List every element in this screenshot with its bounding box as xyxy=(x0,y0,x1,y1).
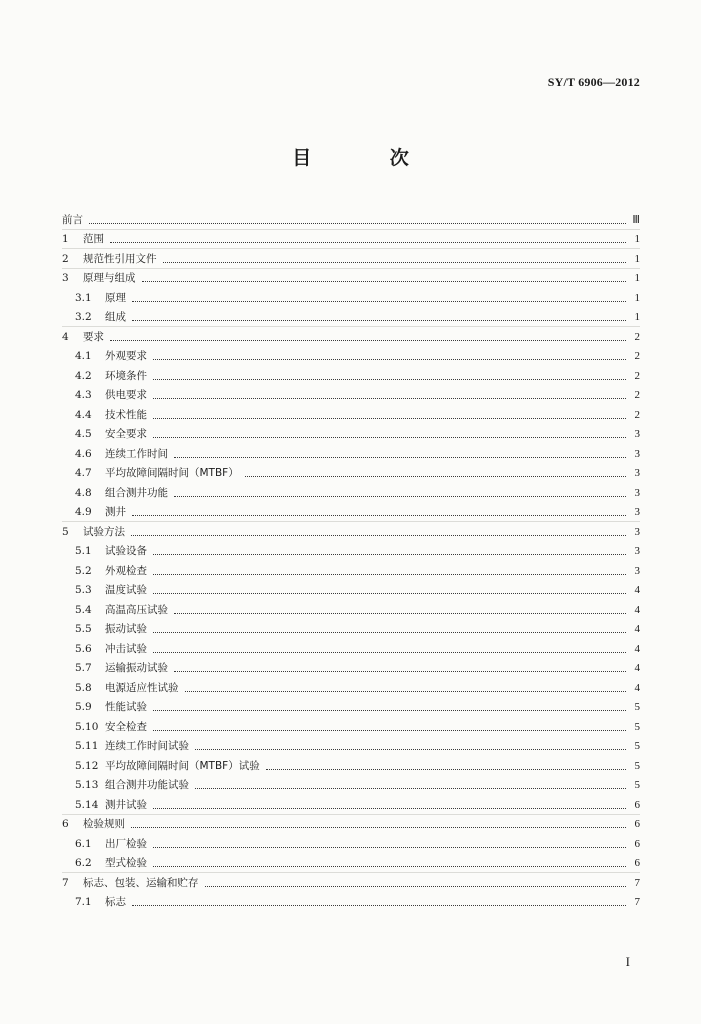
toc-entry-page: 4 xyxy=(634,623,640,635)
toc-entry-number: 4.4 xyxy=(75,408,92,421)
toc-entry-page: 4 xyxy=(634,642,640,655)
toc-entry-number: 5 xyxy=(62,525,69,538)
dot-leader xyxy=(132,904,626,906)
toc-entry[interactable] xyxy=(62,343,640,363)
toc-entry[interactable] xyxy=(62,245,640,265)
toc-entry-page: 6 xyxy=(634,818,640,830)
toc-entry-page: 6 xyxy=(634,837,640,850)
toc-entry-page: 1 xyxy=(634,252,640,265)
toc-entry-label: 安全要求 xyxy=(105,428,147,440)
toc-entry-label: 性能试验 xyxy=(105,701,147,713)
toc-entry-number: 5.11 xyxy=(75,740,99,752)
toc-entry[interactable] xyxy=(62,850,640,870)
toc-entry-label: 平均故障间隔时间（MTBF）试验 xyxy=(105,759,260,772)
toc-entry-page: 2 xyxy=(634,330,640,343)
toc-entry-page: Ⅲ xyxy=(632,213,640,226)
toc-entry-label: 安全检查 xyxy=(105,720,147,733)
toc-entry[interactable] xyxy=(62,596,640,616)
toc-entry-page: 5 xyxy=(634,779,640,791)
toc-entry-number: 5.14 xyxy=(75,798,99,811)
toc-entry-page: 4 xyxy=(634,681,640,694)
toc-entry-label: 组合测井功能试验 xyxy=(105,779,189,791)
toc-entry-number: 5.2 xyxy=(75,564,92,577)
dot-leader xyxy=(195,748,626,750)
toc-entry[interactable] xyxy=(62,538,640,558)
standard-code: SY/T 6906—2012 xyxy=(547,75,640,89)
dot-leader xyxy=(153,358,626,360)
toc-entry-page: 3 xyxy=(634,525,640,538)
dot-leader xyxy=(132,300,626,302)
toc-entry-number: 5.7 xyxy=(75,662,92,674)
page-number: I xyxy=(625,954,630,969)
toc-entry-number: 4.8 xyxy=(75,486,92,499)
toc-entry-page: 2 xyxy=(634,408,640,421)
toc-entry[interactable] xyxy=(62,889,640,909)
dot-leader xyxy=(153,436,626,438)
dot-leader xyxy=(132,514,626,516)
toc-entry[interactable] xyxy=(62,518,640,538)
toc-entry[interactable] xyxy=(62,713,640,733)
toc-entry-label: 原理与组成 xyxy=(83,272,136,284)
dot-leader xyxy=(132,319,626,321)
toc-entry-page: 4 xyxy=(634,603,640,616)
toc-entry-number: 1 xyxy=(62,233,69,245)
toc-entry-label: 试验方法 xyxy=(83,525,125,538)
toc-entry-number: 7.1 xyxy=(75,896,92,908)
toc-entry-number: 7 xyxy=(62,876,69,889)
dot-leader xyxy=(153,709,626,711)
toc-entry-number: 5.5 xyxy=(75,623,92,635)
toc-entry-number: 3.2 xyxy=(75,311,92,323)
toc-entry-page: 3 xyxy=(634,447,640,460)
toc-entry[interactable] xyxy=(62,772,640,792)
toc-entry-number: 4.2 xyxy=(75,369,92,382)
toc-entry-number: 4.7 xyxy=(75,467,92,479)
toc-entry[interactable] xyxy=(62,655,640,675)
toc-entry[interactable] xyxy=(62,382,640,402)
toc-entry[interactable] xyxy=(62,421,640,441)
toc-entry-label: 测井试验 xyxy=(105,798,147,811)
toc-entry-page: 4 xyxy=(634,584,640,596)
toc-entry-number: 3 xyxy=(62,272,69,284)
dot-leader xyxy=(153,417,626,419)
toc-entry-label: 试验设备 xyxy=(105,545,147,557)
toc-entry[interactable] xyxy=(62,791,640,811)
toc-entry-page: 6 xyxy=(634,857,640,869)
toc-entry-label: 电源适应性试验 xyxy=(105,681,179,694)
toc-entry[interactable] xyxy=(62,674,640,694)
toc-entry-page: 7 xyxy=(634,876,640,889)
dot-leader xyxy=(153,573,626,575)
toc-entry-label: 温度试验 xyxy=(105,584,147,596)
toc-entry-label: 连续工作时间 xyxy=(105,447,168,460)
toc-entry-page: 5 xyxy=(634,759,640,772)
toc-entry-label: 型式检验 xyxy=(105,857,147,869)
toc-entry[interactable] xyxy=(62,323,640,343)
toc-entry[interactable] xyxy=(62,752,640,772)
toc-entry-page: 1 xyxy=(634,233,640,245)
toc-entry-page: 5 xyxy=(634,740,640,752)
toc-entry-page: 3 xyxy=(634,486,640,499)
toc-entry[interactable] xyxy=(62,440,640,460)
toc-entry[interactable] xyxy=(62,304,640,324)
toc-entry-label: 规范性引用文件 xyxy=(83,252,157,265)
toc-entry-number: 5.10 xyxy=(75,720,99,733)
toc-entry[interactable] xyxy=(62,479,640,499)
dot-leader xyxy=(153,631,626,633)
toc-entry-label: 检验规则 xyxy=(83,818,125,830)
toc-entry[interactable] xyxy=(62,557,640,577)
toc-entry-label: 技术性能 xyxy=(105,408,147,421)
toc-entry[interactable] xyxy=(62,460,640,480)
dot-leader xyxy=(131,534,626,536)
toc-entry-number: 5.13 xyxy=(75,779,99,791)
toc-entry-page: 2 xyxy=(634,389,640,401)
toc-entry-page: 3 xyxy=(634,428,640,440)
dot-leader xyxy=(153,378,626,380)
dot-leader xyxy=(153,397,626,399)
toc-entry-page: 1 xyxy=(634,291,640,304)
toc-entry-page: 5 xyxy=(634,720,640,733)
toc-entry-number: 4.3 xyxy=(75,389,92,401)
dot-leader xyxy=(153,807,626,809)
toc-entry-number: 5.1 xyxy=(75,545,92,557)
toc-entry-label: 冲击试验 xyxy=(105,642,147,655)
toc-entry-number: 6.2 xyxy=(75,857,92,869)
toc-entry-page: 4 xyxy=(634,662,640,674)
dot-leader xyxy=(153,553,626,555)
toc-entry-label: 连续工作时间试验 xyxy=(105,740,189,752)
dot-leader xyxy=(153,729,626,731)
toc-entry-number: 5.8 xyxy=(75,681,92,694)
toc-entry-label: 外观检查 xyxy=(105,564,147,577)
toc-entry[interactable] xyxy=(62,206,640,226)
toc-entry-label: 振动试验 xyxy=(105,623,147,635)
dot-leader xyxy=(205,885,627,887)
dot-leader xyxy=(174,495,626,497)
toc-entry-label: 要求 xyxy=(83,330,104,343)
toc-entry[interactable] xyxy=(62,499,640,519)
dot-leader xyxy=(174,612,626,614)
toc-entry-page: 2 xyxy=(634,350,640,362)
toc-entry-page: 2 xyxy=(634,369,640,382)
toc-entry[interactable] xyxy=(62,362,640,382)
dot-leader xyxy=(89,222,626,224)
toc-entry-label: 组成 xyxy=(105,311,126,323)
toc-entry-label: 测井 xyxy=(105,506,126,518)
toc-entry[interactable] xyxy=(62,694,640,714)
toc-entry[interactable] xyxy=(62,733,640,753)
toc-entry-label: 前言 xyxy=(62,213,83,226)
dot-leader xyxy=(110,241,626,243)
toc-entry-label: 运输振动试验 xyxy=(105,662,168,674)
toc-entry-page: 7 xyxy=(634,896,640,908)
toc-entry-page: 6 xyxy=(634,798,640,811)
toc-entry-number: 6 xyxy=(62,818,69,830)
dot-leader xyxy=(131,826,626,828)
toc-entry[interactable] xyxy=(62,265,640,285)
toc-entry-label: 平均故障间隔时间（MTBF） xyxy=(105,467,239,479)
toc-entry-number: 4.9 xyxy=(75,506,92,518)
toc-entry-page: 1 xyxy=(634,311,640,323)
toc-entry-number: 4.6 xyxy=(75,447,92,460)
toc-entry-label: 标志 xyxy=(105,896,126,908)
toc-entry-label: 范围 xyxy=(83,233,104,245)
toc-entry-label: 出厂检验 xyxy=(105,837,147,850)
dot-leader xyxy=(153,865,626,867)
toc-entry-page: 3 xyxy=(634,545,640,557)
toc-entry-number: 6.1 xyxy=(75,837,92,850)
dot-leader xyxy=(142,280,627,282)
toc-entry[interactable] xyxy=(62,226,640,246)
toc-entry-label: 高温高压试验 xyxy=(105,603,168,616)
toc-entry[interactable] xyxy=(62,401,640,421)
toc-entry[interactable] xyxy=(62,577,640,597)
toc-entry-number: 5.12 xyxy=(75,759,99,772)
toc-entry-number: 5.3 xyxy=(75,584,92,596)
toc-entry-label: 标志、包装、运输和贮存 xyxy=(83,876,199,889)
table-of-contents xyxy=(62,206,640,908)
toc-entry-number: 5.6 xyxy=(75,642,92,655)
toc-entry[interactable] xyxy=(62,869,640,889)
dot-leader xyxy=(153,846,626,848)
toc-entry[interactable] xyxy=(62,830,640,850)
toc-entry-label: 供电要求 xyxy=(105,389,147,401)
page-title: 目 次 xyxy=(292,147,445,169)
toc-entry-label: 原理 xyxy=(105,291,126,304)
dot-leader xyxy=(245,475,626,477)
dot-leader xyxy=(185,690,627,692)
dot-leader xyxy=(266,768,626,770)
toc-entry-page: 1 xyxy=(634,272,640,284)
dot-leader xyxy=(163,261,627,263)
toc-entry[interactable] xyxy=(62,811,640,831)
dot-leader xyxy=(195,787,626,789)
toc-entry-number: 5.4 xyxy=(75,603,92,616)
toc-entry[interactable] xyxy=(62,284,640,304)
toc-entry-number: 5.9 xyxy=(75,701,92,713)
toc-entry-number: 4 xyxy=(62,330,69,343)
dot-leader xyxy=(153,592,626,594)
toc-entry-number: 4.1 xyxy=(75,350,92,362)
dot-leader xyxy=(174,456,626,458)
dot-leader xyxy=(110,339,626,341)
toc-entry-label: 环境条件 xyxy=(105,369,147,382)
toc-entry-page: 3 xyxy=(634,564,640,577)
dot-leader xyxy=(174,670,626,672)
toc-entry-number: 2 xyxy=(62,252,69,265)
toc-entry-number: 3.1 xyxy=(75,291,92,304)
dot-leader xyxy=(153,651,626,653)
toc-entry-page: 5 xyxy=(634,701,640,713)
toc-entry-label: 组合测井功能 xyxy=(105,486,168,499)
toc-entry-page: 3 xyxy=(634,506,640,518)
toc-entry[interactable] xyxy=(62,635,640,655)
toc-entry-label: 外观要求 xyxy=(105,350,147,362)
toc-entry-page: 3 xyxy=(634,467,640,479)
toc-entry[interactable] xyxy=(62,616,640,636)
toc-entry-number: 4.5 xyxy=(75,428,92,440)
